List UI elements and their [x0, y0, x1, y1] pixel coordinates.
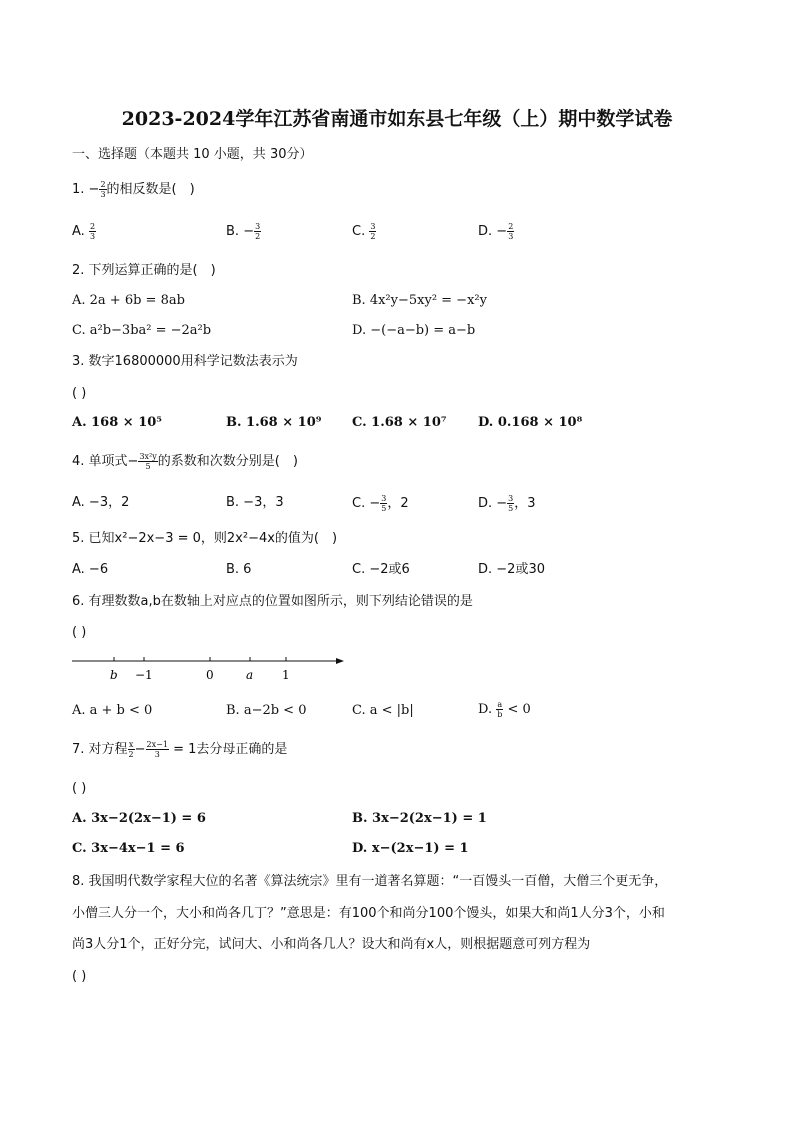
question-8-line-2: 小僧三人分一个，大小和尚各几丁？”意思是：有100个和尚分100个馒头，如果大和尚1人分3个，小和 [72, 906, 665, 921]
answer-paren: ( ) [72, 969, 87, 984]
q3-option-d: D. 0.168 × 10⁸ [478, 415, 583, 430]
q7-option-d: D. x−(2x−1) = 1 [352, 841, 469, 856]
question-3: 3. 数字16800000用科学记数法表示为 [72, 354, 298, 369]
q2-option-a: A. 2a + 6b = 8ab [72, 293, 185, 308]
q2-option-c: C. a²b−3ba² = −2a²b [72, 323, 212, 338]
question-4: 4. 单项式− $\frac{\text{3x²y}}{5}$ 的系数和次数分别是( ) [72, 452, 298, 471]
question-2: 2. 下列运算正确的是( ) [72, 263, 216, 278]
q1-option-d: D. − $\frac{2}{3}$ [478, 222, 514, 241]
fraction: $\frac{2}{3}$ [100, 180, 106, 199]
question-6: 6. 有理数数a,b在数轴上对应点的位置如图所示，则下列结论错误的是 [72, 594, 473, 609]
question-1: 1. − $\frac{2}{3}$ 的相反数是( ) [72, 180, 195, 199]
q4-option-a: A. −3，2 [72, 495, 130, 510]
q4-option-c: C. − $\frac{3}{5}$ ，2 [352, 494, 409, 513]
q4-option-b: B. −3，3 [226, 495, 284, 510]
q3-option-b: B. 1.68 × 10⁹ [226, 415, 322, 430]
q1-option-b: B. − $\frac{3}{2}$ [226, 222, 261, 241]
q2-option-d: D. −(−a−b) = a−b [352, 323, 476, 338]
q3-option-a: A. 168 × 10⁵ [72, 415, 163, 430]
answer-paren: ( ) [72, 625, 87, 640]
axis-label-a: a [246, 668, 254, 682]
question-8-line-1: 8. 我国明代数学家程大位的名著《算法统宗》里有一道著名算题：“一百馒头一百僧，大僧三个更无争， [72, 874, 668, 889]
q1-option-c: C. $\frac{3}{2}$ [352, 222, 376, 241]
q5-option-d: D. −2或30 [478, 562, 545, 577]
q6-option-b: B. a−2b < 0 [226, 703, 307, 718]
question-5: 5. 已知x²−2x−3 = 0，则2x²−4x的值为( ) [72, 531, 338, 546]
q6-option-a: A. a + b < 0 [72, 703, 153, 718]
section-heading: 一、选择题（本题共 10 小题，共 30分） [72, 147, 313, 162]
q6-option-c: C. a < |b| [352, 703, 414, 718]
q5-option-a: A. −6 [72, 562, 109, 577]
axis-label-one: 1 [282, 668, 290, 682]
question-8-line-3: 尚3人分1个，正好分完，试问大、小和尚各几人？设大和尚有x人，则根据题意可列方程为 [72, 937, 591, 952]
answer-paren: ( ) [72, 386, 87, 401]
q3-option-c: C. 1.68 × 10⁷ [352, 415, 447, 430]
q5-option-b: B. 6 [226, 562, 252, 577]
q5-option-c: C. −2或6 [352, 562, 410, 577]
axis-label-minus-one: −1 [135, 668, 153, 682]
page-title: 2023-2024学年江苏省南通市如东县七年级（上）期中数学试卷 [121, 108, 673, 130]
q2-option-b: B. 4x²y−5xy² = −x²y [352, 293, 487, 308]
answer-paren: ( ) [72, 781, 87, 796]
q1-option-a: A. $\frac{2}{3}$ [72, 222, 96, 241]
question-7: 7. 对方程 $\frac{x}{2}$ − $\frac{2x-1}{3}$ = 1去分母正确的是 [72, 740, 288, 759]
q4-option-d: D. − $\frac{3}{5}$ ，3 [478, 494, 536, 513]
number-line-figure [72, 648, 352, 684]
axis-label-b: b [110, 668, 118, 682]
q7-option-b: B. 3x−2(2x−1) = 1 [352, 811, 487, 826]
axis-arrow-icon [336, 658, 344, 664]
q7-option-c: C. 3x−4x−1 = 6 [72, 841, 185, 856]
axis-label-zero: 0 [206, 668, 214, 682]
q6-option-d: D. $\frac{a}{b}$ < 0 [478, 700, 531, 719]
q7-option-a: A. 3x−2(2x−1) = 6 [72, 811, 206, 826]
